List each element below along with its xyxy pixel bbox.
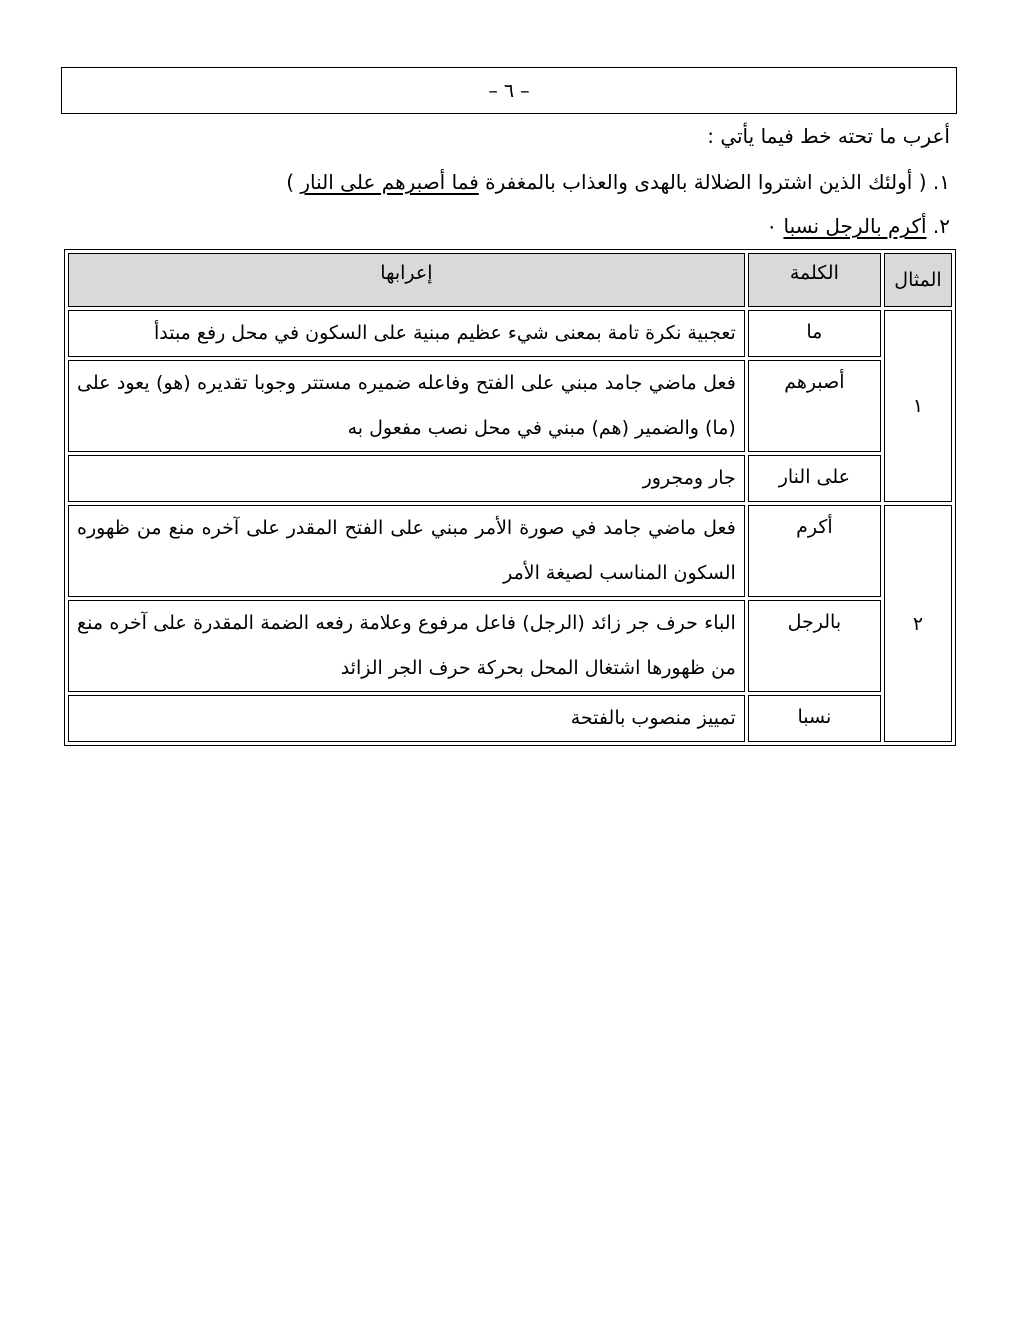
header-irab: إعرابها (68, 253, 745, 307)
example-number-1: ١ (884, 310, 952, 502)
example-number-2: ٢ (884, 505, 952, 742)
page-number-box (61, 67, 957, 114)
table-header-row (68, 253, 952, 307)
word-cell: أصبرهم (748, 360, 881, 452)
example-1-close-paren: ) (286, 170, 295, 194)
table-row (68, 310, 952, 357)
irab-cell: تعجبية نكرة تامة بمعنى شيء عظيم مبنية على السكون في محل رفع مبتدأ (68, 310, 745, 357)
instruction: أعرب ما تحته خط فيما يأتي : (707, 124, 950, 148)
example-1-underlined: فما أصبرهم على النار (300, 170, 479, 194)
example-1-sentence (286, 170, 950, 194)
table-row (68, 455, 952, 502)
example-1-text: أولئك الذين اشتروا الضلالة بالهدى والعذاب بالمغفرة (485, 170, 913, 194)
header-example: المثال (884, 253, 952, 307)
table-row (68, 360, 952, 452)
word-cell: على النار (748, 455, 881, 502)
word-cell: بالرجل (748, 600, 881, 692)
table-row (68, 695, 952, 742)
example-2-underlined: أكرم بالرجل نسبا (783, 214, 927, 238)
irab-cell: تمييز منصوب بالفتحة (68, 695, 745, 742)
example-1-open-paren: ( (918, 170, 927, 194)
table-row (68, 505, 952, 597)
irab-cell: فعل ماضي جامد مبني على الفتح وفاعله ضميره مستتر وجوبا تقديره (هو) يعود على (ما) والضمير (هم) مبني في محل نصب مفعول به (68, 360, 745, 452)
word-cell: أكرم (748, 505, 881, 597)
word-cell: نسبا (748, 695, 881, 742)
example-1-number: ١. (932, 170, 950, 194)
word-cell: ما (748, 310, 881, 357)
example-2-sentence (766, 214, 950, 238)
example-2-end-mark: ٠ (766, 214, 778, 238)
table-row (68, 600, 952, 692)
irab-cell: جار ومجرور (68, 455, 745, 502)
irab-cell: فعل ماضي جامد في صورة الأمر مبني على الفتح المقدر على آخره منع من ظهوره السكون المناسب لصيغة الأمر (68, 505, 745, 597)
irab-cell: الباء حرف جر زائد (الرجل) فاعل مرفوع وعلامة رفعه الضمة المقدرة على آخره منع من ظهورها اشتغال المحل بحركة حرف الجر الزائد (68, 600, 745, 692)
example-2-number: ٢. (932, 214, 950, 238)
irab-table (64, 249, 956, 746)
header-word: الكلمة (748, 253, 881, 307)
page-number: – ٦ – (488, 79, 530, 102)
